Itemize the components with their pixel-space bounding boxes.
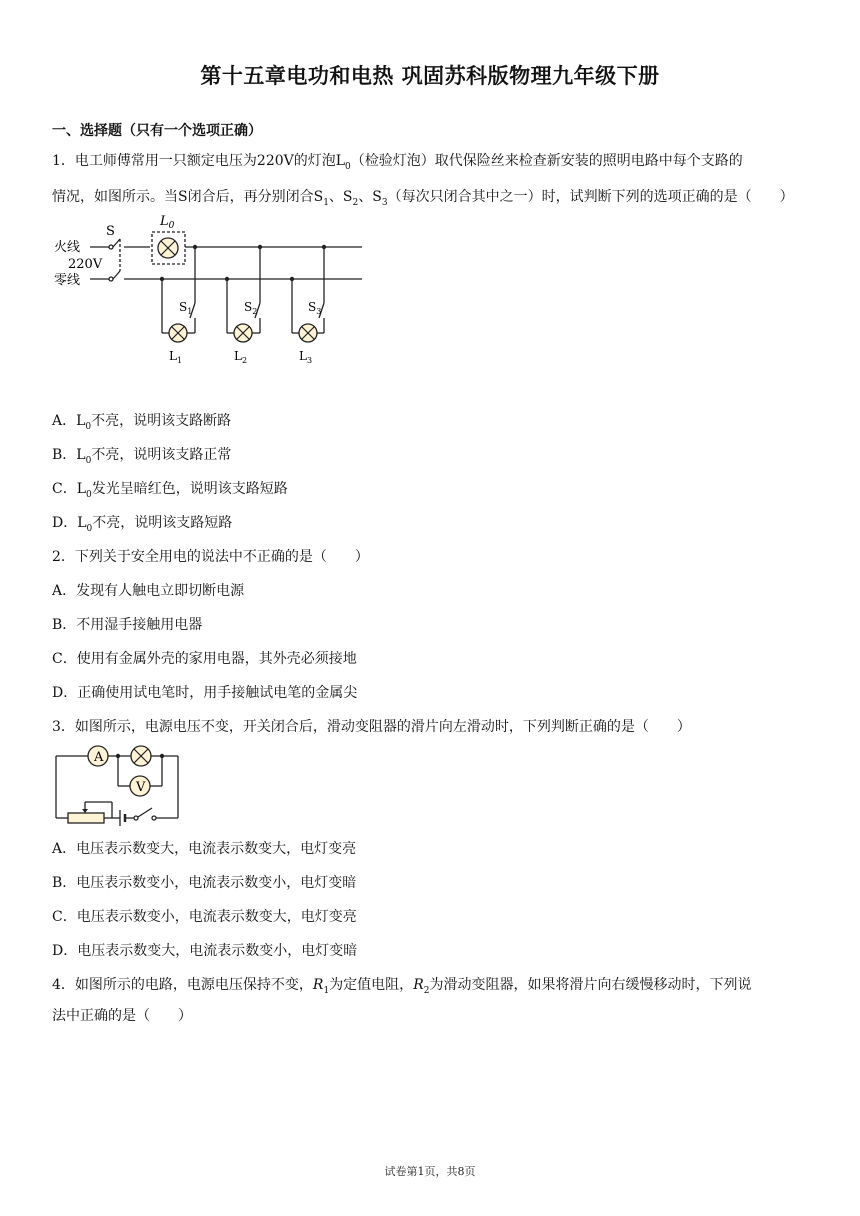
test-lamp-l0 [158,238,178,258]
rheostat-circuit-diagram [52,740,187,826]
q3-option-c: C．电压表示数变小，电流表示数变大，电灯变亮 [52,909,357,925]
q4-stem-line1: 4．如图所示的电路，电源电压保持不变，$R_1$为定值电阻，$R_2$为滑动变阻器，如果将滑片向右缓慢移动时，下列说 [52,977,752,996]
voltage-label: 220V [68,257,103,272]
q1-stem-line2: 情况，如图所示。当S闭合后，再分别闭合$S_1$、$S_2$、$S_3$（每次只闭合其中之一）时，试判断下列的选项正确的是（ ） [52,189,794,208]
voltmeter [130,776,150,796]
lamp-l1 [169,324,187,342]
lamp-l2 [234,324,252,342]
q2-option-c: C．使用有金属外壳的家用电器，其外壳必须接地 [52,651,357,667]
lamp-l2-label: $L_2$ [234,349,248,365]
q3-option-a: A．电压表示数变大，电流表示数变大，电灯变亮 [52,841,357,857]
lamp-l3-label: $L_3$ [299,349,313,365]
q3-option-d: D．电压表示数变大，电流表示数变小，电灯变暗 [52,943,358,959]
switch-s3-label: $S_3$ [308,300,322,316]
switch-s1-label: $S_1$ [179,300,193,316]
q1-option-a: A．$L_0$不亮，说明该支路断路 [52,413,232,432]
q3-option-b: B．电压表示数变小，电流表示数变小，电灯变暗 [52,875,357,891]
q2-option-d: D．正确使用试电笔时，用手接触试电笔的金属尖 [52,685,358,701]
q1-option-c: C．$L_0$发光呈暗红色，说明该支路短路 [52,481,288,500]
q3-stem: 3．如图所示，电源电压不变，开关闭合后，滑动变阻器的滑片向左滑动时，下列判断正确的是（ ） [52,719,691,735]
test-lamp-label: $L_0$ [160,214,175,231]
ammeter [88,746,108,766]
q2-option-a: A．发现有人触电立即切断电源 [52,583,245,599]
q2-option-b: B．不用湿手接触用电器 [52,617,203,633]
svg-text:V: V [136,780,146,795]
page-footer: 试卷第1页，共8页 [384,1165,476,1178]
q1-option-b: B．$L_0$不亮，说明该支路正常 [52,447,232,466]
lamp [131,746,151,766]
q4-stem-line2: 法中正确的是（ ） [52,1008,192,1024]
lamp-l3 [299,324,317,342]
q1-stem-line1: 1．电工师傅常用一只额定电压为220V的灯泡$L_0$（检验灯泡）取代保险丝来检查新安装的照明电路中每个支路的 [52,153,743,172]
lamp-l1-label: $L_1$ [169,349,183,365]
neutral-wire-label: 零线 [54,273,81,288]
q2-stem: 2．下列关于安全用电的说法中不正确的是（ ） [52,549,369,565]
switch-s2-label: $S_2$ [244,300,258,316]
main-switch-label: S [106,224,115,239]
live-wire-label: 火线 [54,240,81,255]
svg-text:A: A [94,750,104,765]
household-circuit-diagram [52,208,372,368]
section-heading: 一、选择题（只有一个选项正确） [52,123,262,139]
q1-option-d: D．$L_0$不亮，说明该支路短路 [52,515,233,534]
page-title: 第十五章电功和电热 巩固苏科版物理九年级下册 [200,64,660,88]
